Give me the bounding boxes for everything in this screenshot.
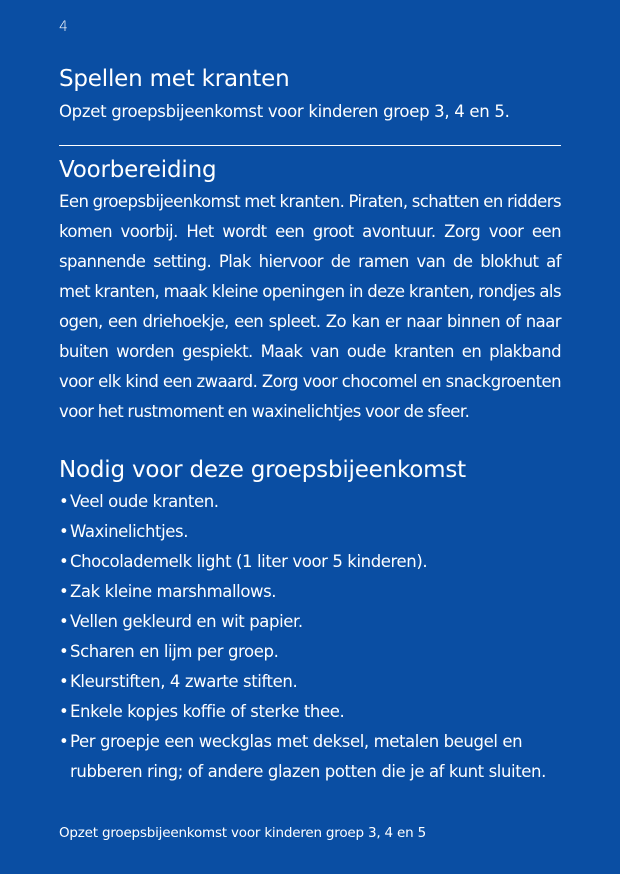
bullet: • [59,672,69,691]
needs-list [59,487,569,787]
page-subtitle: Opzet groepsbijeenkomst voor kinderen groep 3, 4 en 5. [59,102,510,121]
list-item [59,607,569,637]
bullet: • [59,732,69,751]
preparation-text: Een groepsbijeenkomst met kranten. Piraten, schatten en ridders komen voorbij. Het wordt een groot avontuur. Zorg voor een spannende setting. Plak hiervoor de ramen van de blokhut af met kranten, maak kleine openingen in deze kranten, rondjes als ogen, een driehoekje, een spleet. Zo kan er naar binnen of naar buiten worden gespiekt. Maak van oude kranten en plakband voor elk kind een zwaard. Zorg voor chocomel en snackgroenten voor het rustmoment en waxinelichtjes voor de sfeer. [59,192,561,421]
list-item-text: Enkele kopjes koffie of sterke thee. [70,702,345,721]
list-item [59,697,569,727]
list-item [59,637,569,667]
list-item-text: Scharen en lijm per groep. [70,642,279,661]
list-item-text: Waxinelichtjes. [70,522,189,541]
bullet: • [59,582,69,601]
list-item-text: Zak kleine marshmallows. [70,582,277,601]
list-item-text: Vellen gekleurd en wit papier. [70,612,303,631]
bullet: • [59,552,69,571]
needs-heading: Nodig voor deze groepsbijeenkomst [59,457,466,483]
list-item-text: Per groepje een weckglas met deksel, metalen beugel en rubberen ring; of andere glazen potten die je af kunt sluiten. [70,732,546,781]
bullet: • [59,492,69,511]
list-item [59,577,569,607]
list-item [59,727,569,787]
list-item-text: Veel oude kranten. [70,492,219,511]
list-item [59,667,569,697]
page-title: Spellen met kranten [59,66,290,92]
preparation-heading: Voorbereiding [59,157,217,183]
list-item-text: Kleurstiften, 4 zwarte stiften. [70,672,298,691]
list-item-text: Chocolademelk light (1 liter voor 5 kinderen). [70,552,428,571]
bullet: • [59,522,69,541]
bullet: • [59,612,69,631]
bullet: • [59,702,69,721]
divider [59,145,561,146]
list-item [59,487,569,517]
page-footer: Opzet groepsbijeenkomst voor kinderen groep 3, 4 en 5 [59,825,426,841]
list-item [59,547,569,577]
page-number: 4 [59,19,68,35]
bullet: • [59,642,69,661]
list-item [59,517,569,547]
